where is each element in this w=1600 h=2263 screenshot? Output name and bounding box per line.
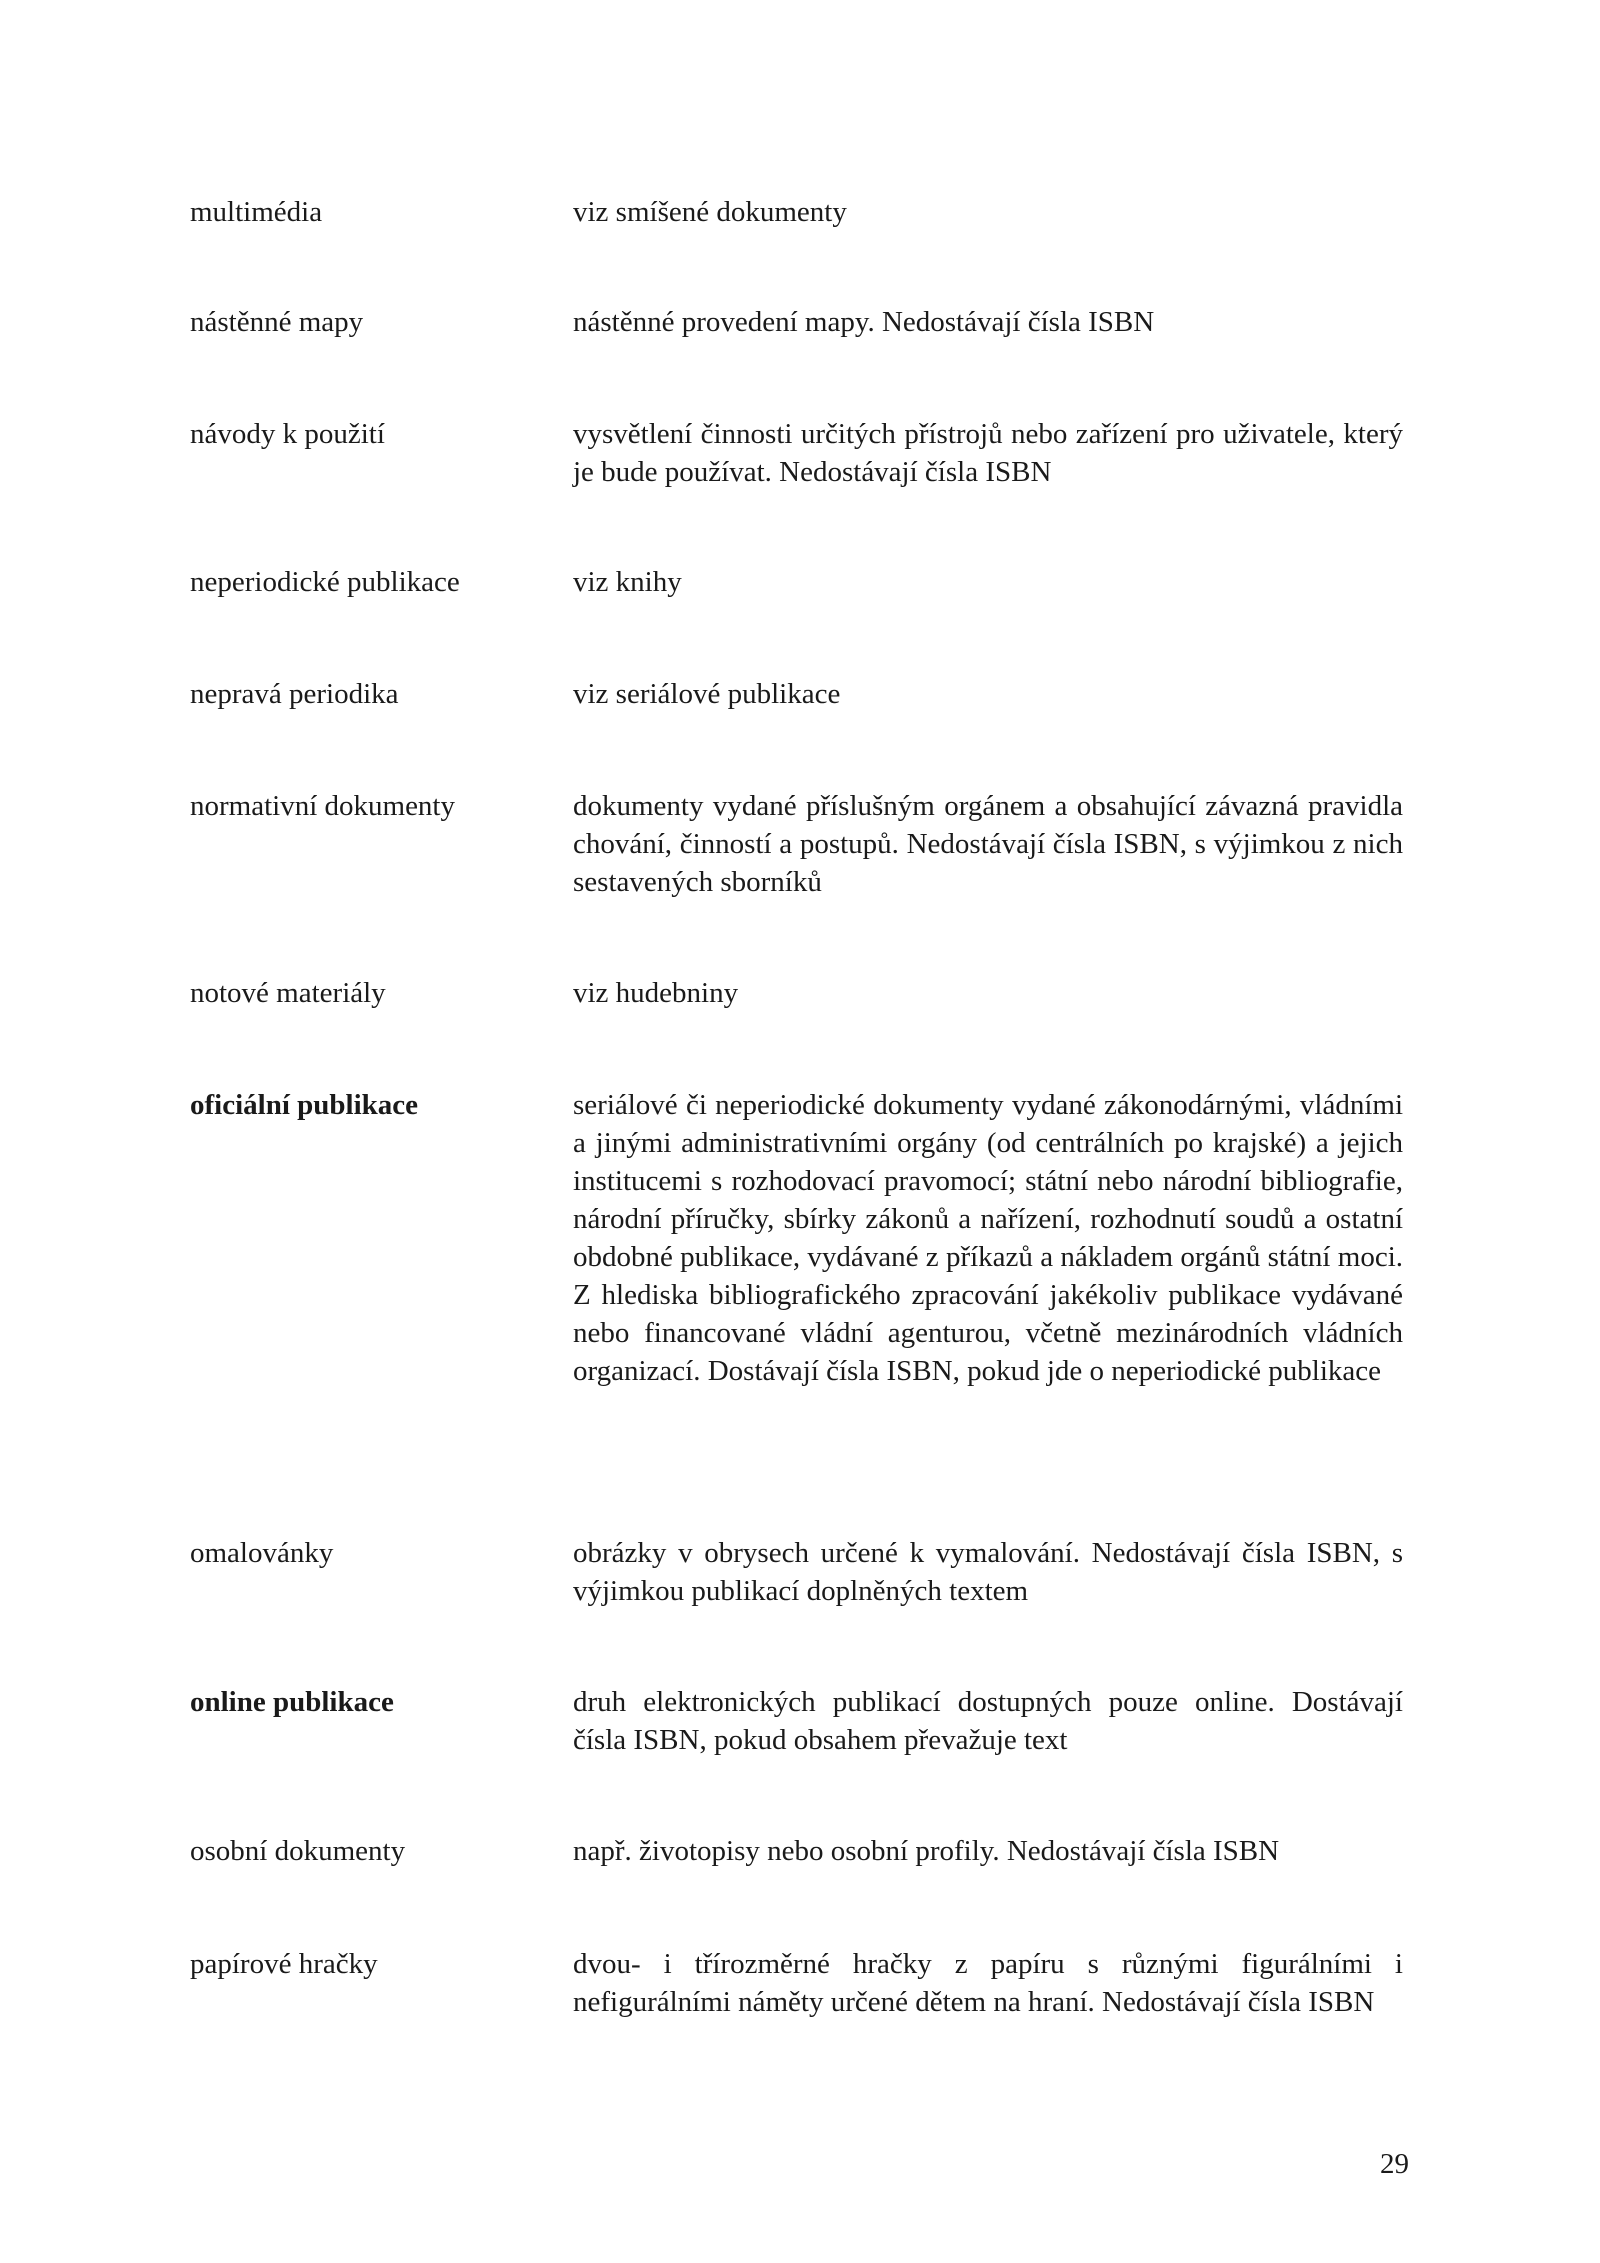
glossary-definition: viz knihy [573, 566, 682, 598]
glossary-definition: vysvětlení činnosti určitých přístrojů nebo zařízení pro uživatele, který je bude používat. Nedostávají čísla ISBN [573, 418, 1403, 488]
glossary-term: osobní dokumenty [190, 1835, 406, 1867]
glossary-definition: seriálové či neperiodické dokumenty vydané zákonodárnými, vládními a jinými administrativními orgány (od centrálních po krajské) a jejich institucemi s rozhodovací pravomocí; státní nebo národní bibliografie, národní příručky, sbírky zákonů a nařízení, rozhodnutí soudů a ostatní obdobné publikace, vydávané z příkazů a nákladem orgánů státní moci. Z hlediska bibliografického zpracování jakékoliv publikace vydávané nebo financované vládní agenturou, včetně mezinárodních vládních organizací. Dostávají čísla ISBN, pokud jde o neperiodické publikace [573, 1089, 1403, 1387]
glossary-term: nástěnné mapy [190, 306, 364, 338]
glossary-definition: viz seriálové publikace [573, 678, 841, 710]
glossary-definition: dokumenty vydané příslušným orgánem a obsahující závazná pravidla chování, činností a postupů. Nedostávají čísla ISBN, s výjimkou z nich sestavených sborníků [573, 790, 1403, 898]
glossary-term: papírové hračky [190, 1948, 378, 1980]
glossary-term: online publikace [190, 1686, 394, 1718]
glossary-definition: nástěnné provedení mapy. Nedostávají čísla ISBN [573, 306, 1155, 338]
glossary-term: normativní dokumenty [190, 790, 455, 822]
glossary-term: návody k použití [190, 418, 385, 450]
page-number: 29 [1380, 2148, 1409, 2180]
glossary-definition: druh elektronických publikací dostupných pouze online. Dostávají čísla ISBN, pokud obsahem převažuje text [573, 1686, 1403, 1756]
glossary-definition: viz hudebniny [573, 977, 739, 1009]
glossary-term: neperiodické publikace [190, 566, 460, 598]
glossary-definition: viz smíšené dokumenty [573, 196, 847, 228]
glossary-term: multimédia [190, 196, 323, 228]
glossary-definition: dvou- i třírozměrné hračky z papíru s různými figurálními i nefigurálními náměty určené dětem na hraní. Nedostávají čísla ISBN [573, 1948, 1403, 2018]
glossary-term: nepravá periodika [190, 678, 399, 710]
glossary-definition: obrázky v obrysech určené k vymalování. Nedostávají čísla ISBN, s výjimkou publikací doplněných textem [573, 1537, 1403, 1607]
glossary-definition: např. životopisy nebo osobní profily. Nedostávají čísla ISBN [573, 1835, 1280, 1867]
glossary-term: oficiální publikace [190, 1089, 419, 1121]
glossary-term: notové materiály [190, 977, 386, 1009]
glossary-term: omalovánky [190, 1537, 334, 1569]
